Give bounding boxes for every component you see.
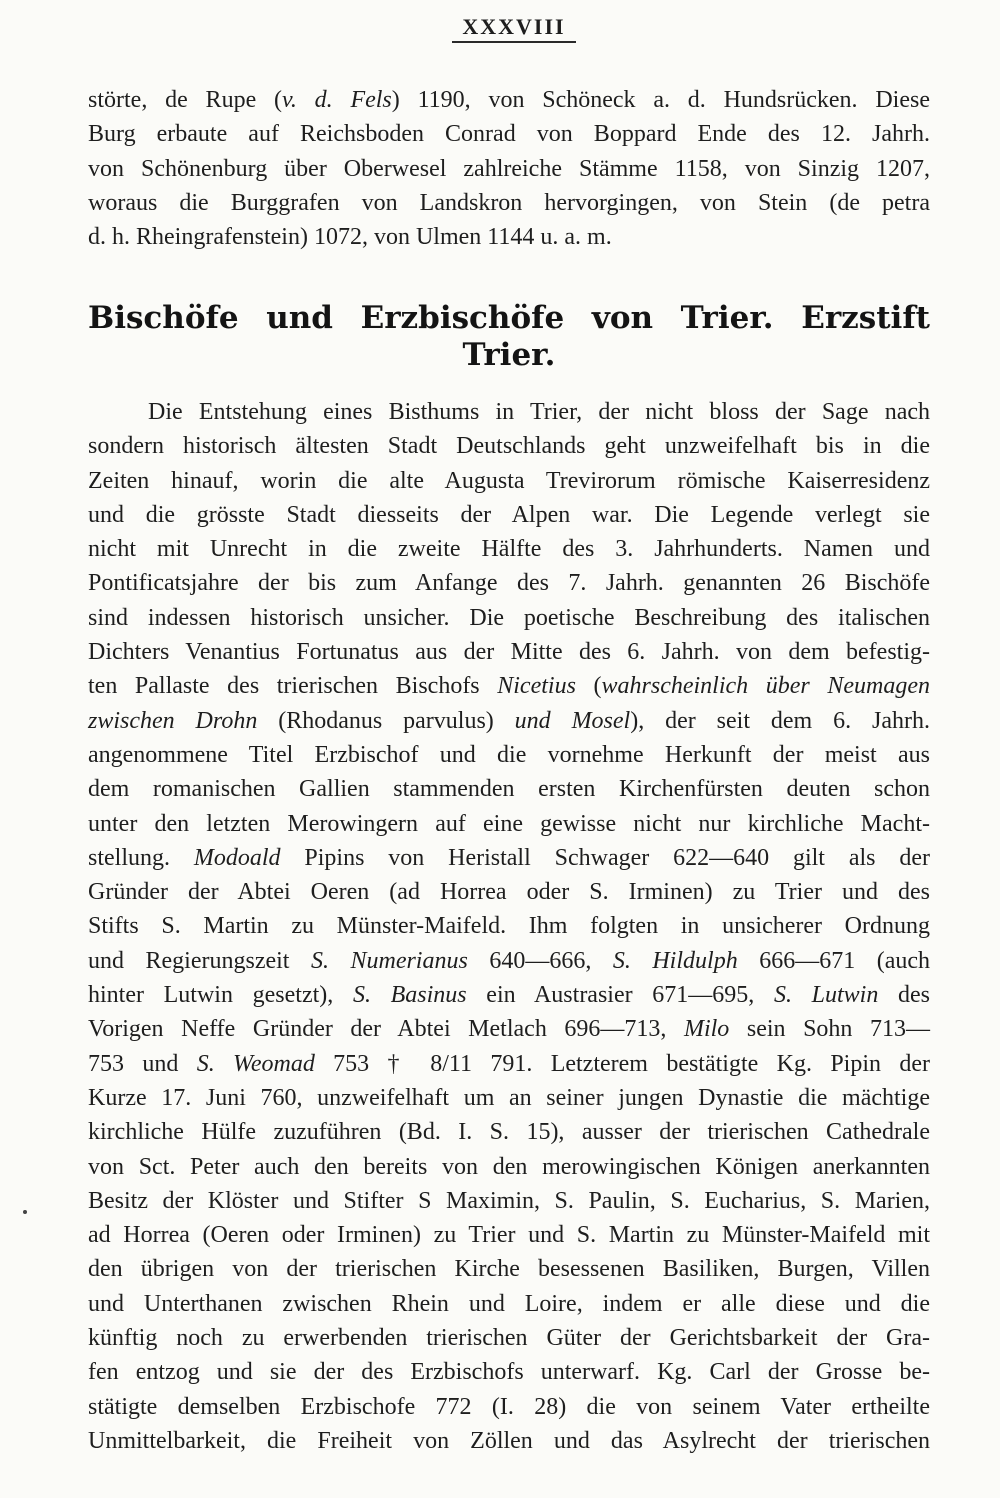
section-heading-line-1: Bischöfe und Erzbischöfe von Trier. Erzstift: [88, 300, 930, 336]
text-line: [88, 944, 930, 978]
text-line: [88, 532, 930, 566]
italic-text-segment: S. Weomad: [196, 1050, 315, 1077]
text-line: [88, 772, 930, 806]
text-line: [88, 875, 930, 909]
text-segment: angenommene Titel Erzbischof und die vornehme Herkunft der meist aus: [88, 741, 930, 768]
text-segment: ein Austrasier 671—695,: [466, 982, 774, 1009]
text-segment: Burg erbaute auf Reichsboden Conrad von Boppard Ende des 12. Jahrh.: [88, 121, 930, 148]
text-segment: störte, de Rupe (: [88, 87, 282, 113]
text-segment: 666—671 (auch: [737, 947, 930, 974]
text-segment: Die Entstehung eines Bisthums in Trier, der nicht bloss der Sage nach: [148, 399, 930, 425]
text-segment: ), der seit dem 6. Jahrh.: [630, 707, 930, 734]
text-line: [88, 704, 930, 738]
text-segment: 753 und: [88, 1050, 197, 1077]
text-line: [88, 601, 930, 635]
text-segment: dem romanischen Gallien stammenden ersten Kirchenfürsten deuten schon: [88, 776, 930, 803]
text-segment: Kurze 17. Juni 760, unzweifelhaft um an seiner jungen Dynastie die mächtige: [88, 1084, 930, 1111]
text-line: [88, 395, 930, 429]
italic-text-segment: Modoald: [193, 844, 281, 871]
text-line: [88, 1150, 930, 1184]
text-segment: sein Sohn 713—: [729, 1016, 930, 1043]
text-segment: Dichters Venantius Fortunatus aus der Mitte des 6. Jahrh. von dem befestig-: [88, 639, 930, 666]
text-segment: Pipins von Heristall Schwager 622—640 gilt als der: [280, 844, 930, 871]
text-line: [88, 635, 930, 669]
text-segment: 640—666,: [467, 947, 613, 974]
text-line: [88, 566, 930, 600]
italic-text-segment: S. Numerianus: [310, 947, 468, 974]
section-heading-line-2: Trier.: [462, 337, 556, 373]
text-line: [88, 464, 930, 498]
text-line: [88, 117, 930, 151]
text-segment: nicht mit Unrecht in die zweite Hälfte des 3. Jahrhunderts. Namen und: [88, 536, 930, 563]
text-segment: des: [878, 982, 931, 1009]
text-line: [88, 738, 930, 772]
intro-paragraph: [88, 83, 930, 254]
italic-text-segment: zwischen Drohn: [88, 707, 258, 734]
italic-text-segment: S. Basinus: [352, 982, 467, 1009]
text-line: [88, 1115, 930, 1149]
italic-text-segment: S. Hildulph: [612, 947, 738, 974]
text-line: [88, 978, 930, 1012]
text-segment: unter den letzten Merowingern auf eine gewisse nicht nur kirchliche Macht-: [88, 810, 930, 837]
text-segment: 753 † 8/11 791. Letzterem bestätigte Kg. Pipin der: [314, 1050, 930, 1077]
text-segment: fen entzog und sie der des Erzbischofs unterwarf. Kg. Carl der Grosse be-: [88, 1359, 930, 1386]
text-line: [88, 220, 930, 254]
text-segment: von Sct. Peter auch den bereits von den merowingischen Königen anerkannten: [88, 1153, 930, 1180]
text-line: [88, 1047, 930, 1081]
text-segment: d. h. Rheingrafenstein) 1072, von Ulmen 1144 u. a. m.: [88, 224, 612, 251]
text-segment: Pontificatsjahre der bis zum Anfange des 7. Jahrh. genannten 26 Bischöfe: [88, 570, 930, 597]
text-line: [88, 83, 930, 117]
text-line: [88, 1012, 930, 1046]
text-line: [88, 1355, 930, 1389]
text-line: [88, 429, 930, 463]
text-segment: stellung.: [88, 844, 194, 871]
text-segment: Gründer der Abtei Oeren (ad Horrea oder S. Irminen) zu Trier und des: [88, 879, 930, 906]
text-line: [88, 1287, 930, 1321]
text-line: [88, 498, 930, 532]
text-segment: (Rhodanus parvulus): [257, 707, 515, 734]
text-segment: hinter Lutwin gesetzt),: [88, 982, 353, 1009]
text-line: [88, 807, 930, 841]
text-line: [88, 909, 930, 943]
text-segment: ad Horrea (Oeren oder Irminen) zu Trier und S. Martin zu Münster-Maifeld mit: [88, 1222, 930, 1249]
text-segment: Besitz der Klöster und Stifter S Maximin, S. Paulin, S. Eucharius, S. Marien,: [88, 1187, 930, 1214]
italic-text-segment: wahrscheinlich über Neumagen: [601, 673, 930, 700]
text-segment: ten Pallaste des trierischen Bischofs: [88, 673, 498, 700]
italic-text-segment: Milo: [683, 1016, 730, 1043]
italic-text-segment: und Mosel: [514, 707, 631, 734]
italic-text-segment: Nicetius: [497, 673, 576, 700]
section-paragraph: [88, 395, 930, 1458]
text-line: [88, 1252, 930, 1286]
text-segment: und Regierungszeit: [88, 947, 311, 974]
text-segment: ) 1190, von Schöneck a. d. Hundsrücken. Diese: [391, 87, 930, 113]
scan-speck: [23, 1210, 27, 1214]
text-segment: stätigte demselben Erzbischofe 772 (I. 28) die von seinem Vater ertheilte: [88, 1393, 930, 1420]
text-line: [88, 669, 930, 703]
text-line: [88, 1081, 930, 1115]
text-line: [88, 1390, 930, 1424]
text-segment: Unmittelbarkeit, die Freiheit von Zöllen und das Asylrecht der trierischen: [88, 1427, 930, 1454]
italic-text-segment: v. d. Fels: [282, 87, 392, 113]
section-heading: [88, 300, 930, 374]
italic-text-segment: S. Lutwin: [773, 982, 879, 1009]
text-segment: kirchliche Hülfe zuzuführen (Bd. I. S. 15), ausser der trierischen Cathedrale: [88, 1119, 930, 1146]
text-segment: und Unterthanen zwischen Rhein und Loire, indem er alle diese und die: [88, 1290, 930, 1317]
page-number: XXXVIII: [452, 14, 576, 43]
text-segment: Vorigen Neffe Gründer der Abtei Metlach 696—713,: [88, 1016, 684, 1043]
text-segment: Stifts S. Martin zu Münster-Maifeld. Ihm folgten in unsicherer Ordnung: [88, 913, 930, 940]
text-line: [88, 1218, 930, 1252]
text-line: [88, 186, 930, 220]
text-line: [88, 841, 930, 875]
text-segment: sondern historisch ältesten Stadt Deutschlands geht unzweifelhaft bis in die: [88, 433, 930, 460]
text-segment: und die grösste Stadt diesseits der Alpen war. Die Legende verlegt sie: [88, 501, 930, 528]
text-segment: woraus die Burggrafen von Landskron hervorgingen, von Stein (de petra: [88, 189, 930, 216]
text-segment: Zeiten hinauf, worin die alte Augusta Trevirorum römische Kaiserresidenz: [88, 467, 930, 494]
text-line: [88, 152, 930, 186]
text-line: [88, 1184, 930, 1218]
text-segment: den übrigen von der trierischen Kirche besessenen Basiliken, Burgen, Villen: [88, 1256, 930, 1283]
text-segment: sind indessen historisch unsicher. Die poetische Beschreibung des italischen: [88, 604, 930, 631]
text-line: [88, 1321, 930, 1355]
text-segment: von Schönenburg über Oberwesel zahlreiche Stämme 1158, von Sinzig 1207,: [88, 155, 930, 182]
text-line: [88, 1424, 930, 1458]
text-segment: (: [575, 673, 602, 700]
text-segment: künftig noch zu erwerbenden trierischen Güter der Gerichtsbarkeit der Gra-: [88, 1325, 930, 1352]
